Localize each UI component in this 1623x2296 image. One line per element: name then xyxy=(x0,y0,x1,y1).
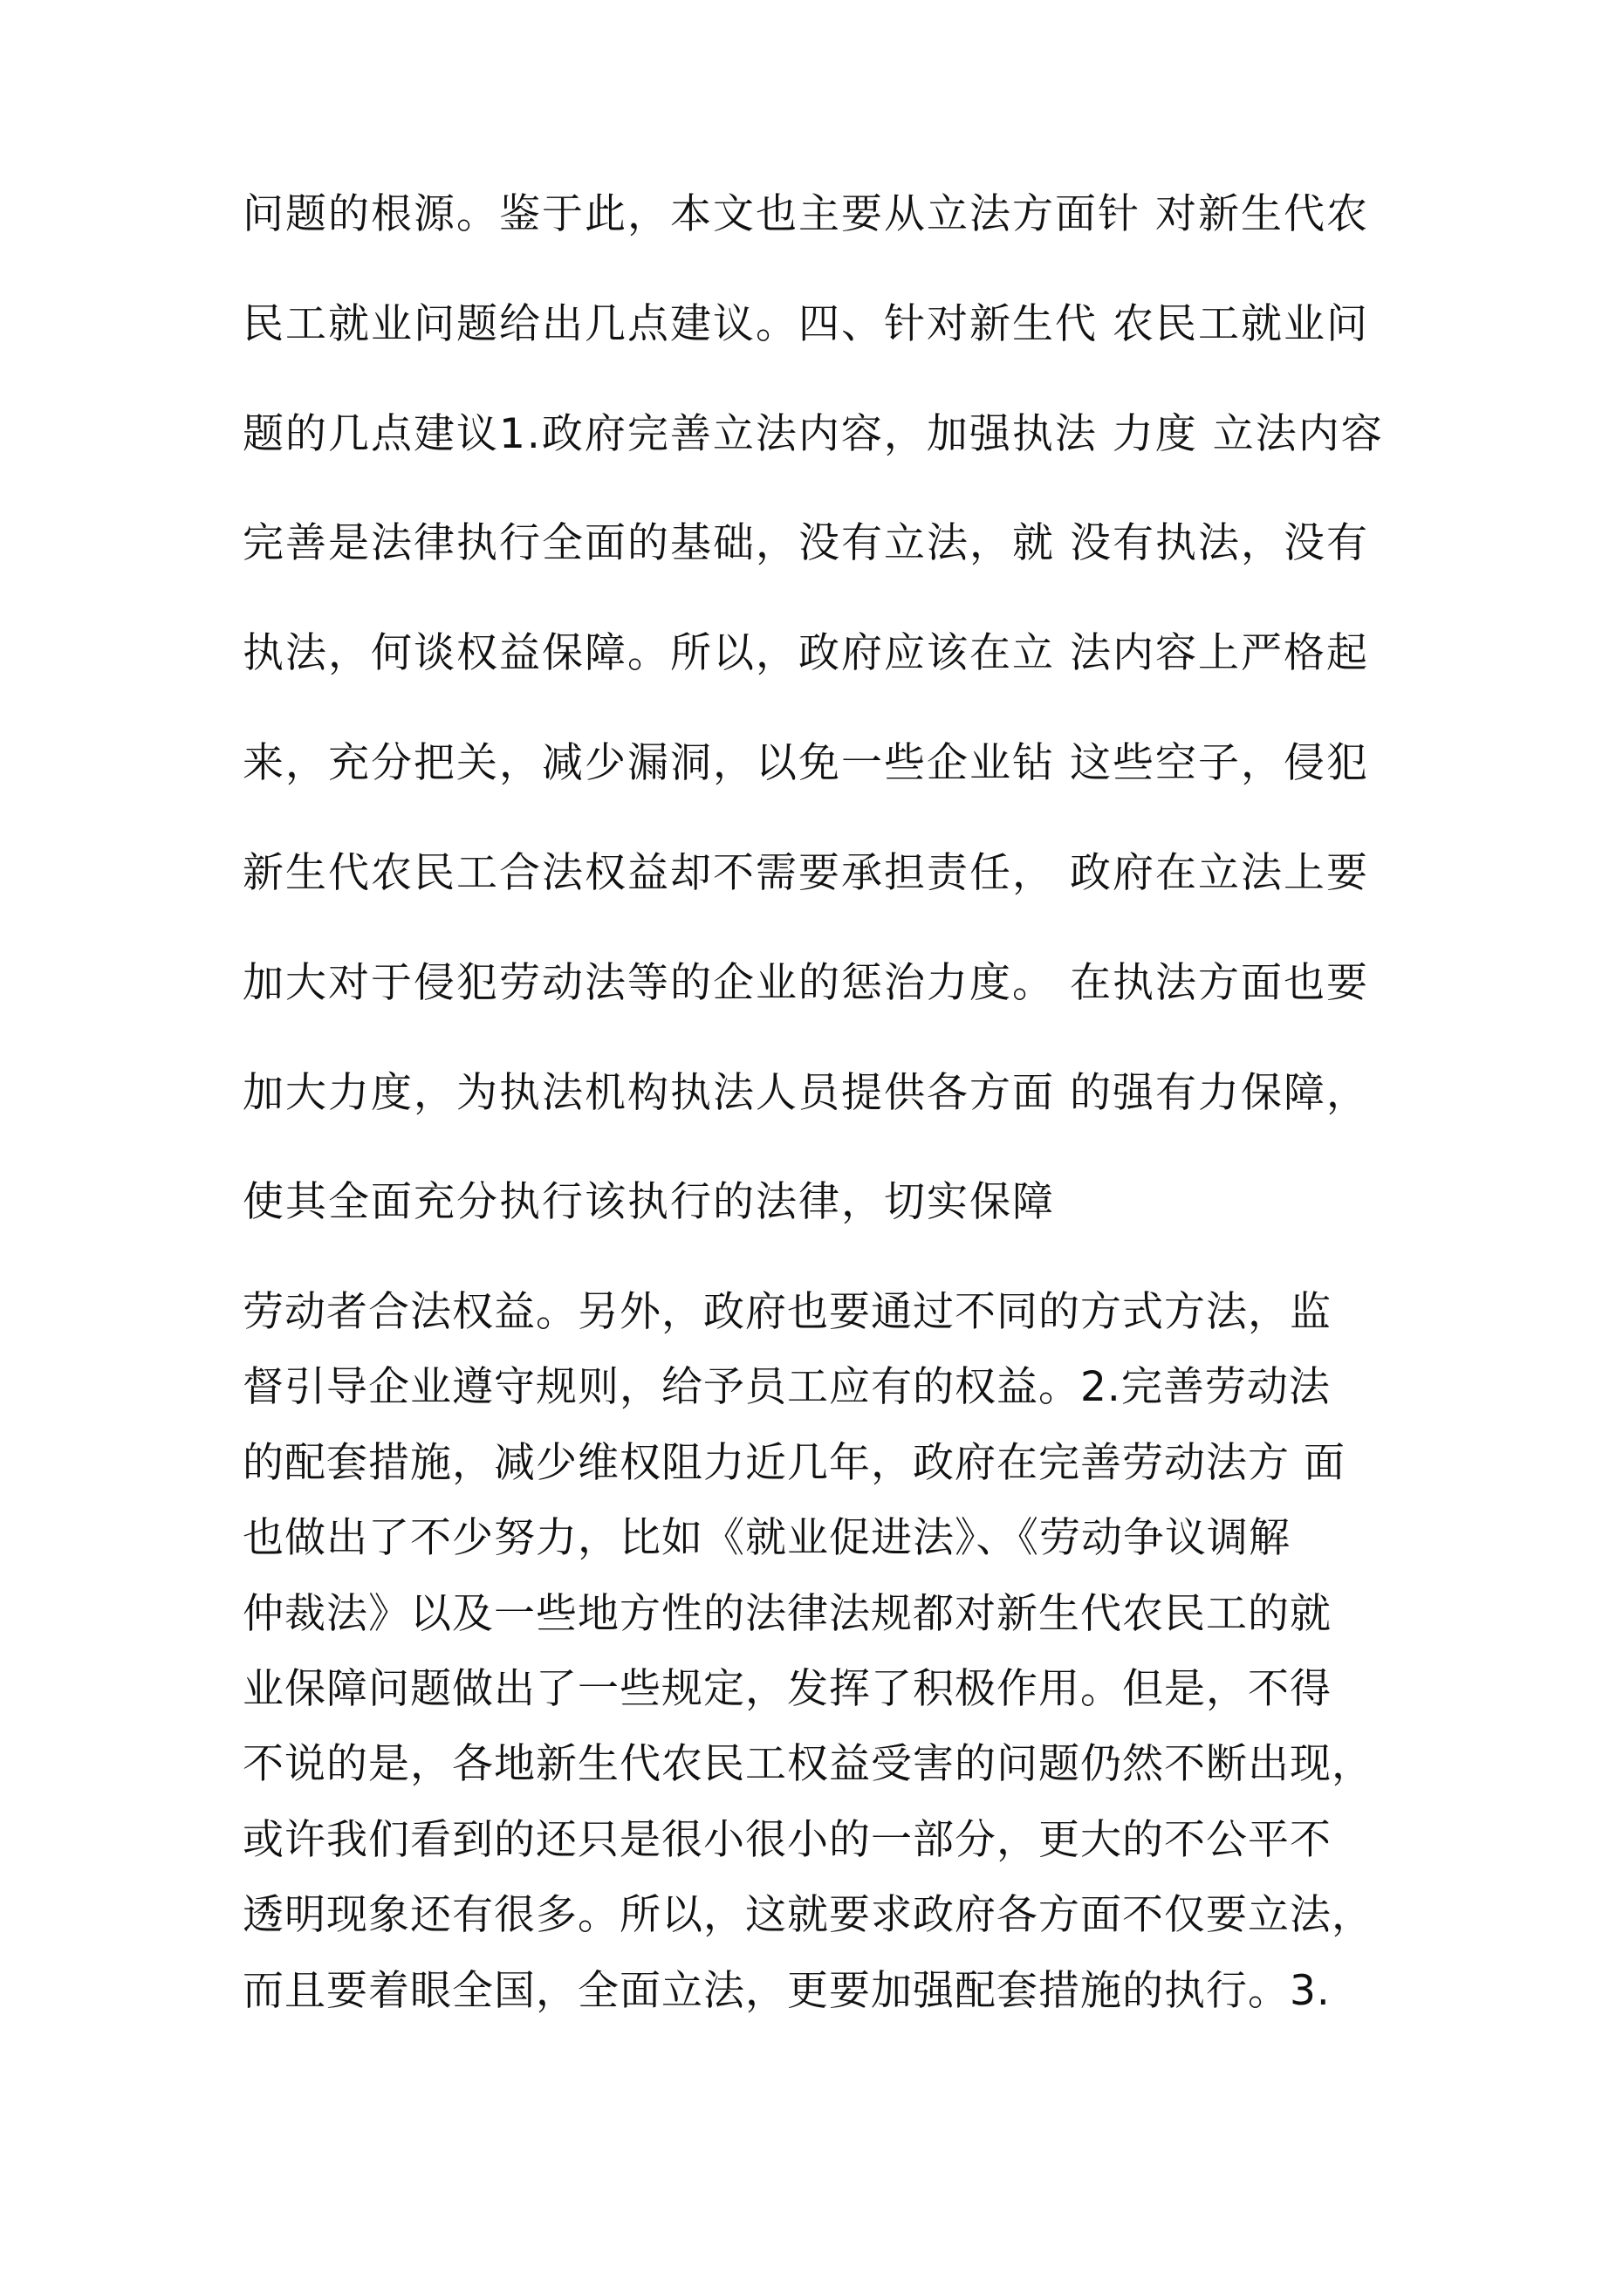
text-line: 完善是法律执行全面的基础，没有立法，就 没有执法，没有 xyxy=(243,519,1369,567)
text-line: 业保障问题做出了一些规定，发挥了积极作用。但是，不得 xyxy=(243,1665,1332,1713)
text-line: 来，充分把关，减少漏洞，以免一些企业钻 这些空子，侵犯 xyxy=(243,739,1369,787)
text-line: 执法，何谈权益保障。所以，政府应该在立 法内容上严格起 xyxy=(243,629,1369,677)
text-line: 仲裁法》以及一些地方性的法律法规都对新生代农民工的就 xyxy=(243,1590,1332,1638)
text-line: 题的几点建议1.政府完善立法内容，加强执法 力度 立法内容 xyxy=(243,410,1384,458)
text-line: 加大力度，为执法机构执法人员提供各方面 的强有力保障， xyxy=(243,1069,1369,1117)
text-line: 新生代农民工合法权益却不需要承担责任， 政府在立法上要 xyxy=(243,849,1369,897)
text-line: 加大对于侵犯劳动法等的企业的惩治力度。 在执法方面也要 xyxy=(243,959,1369,1007)
text-line: 督引导企业遵守规则，给予员工应有的权益。2.完善劳动法 xyxy=(243,1363,1331,1411)
text-line: 而且要着眼全国，全面立法，更要加强配套措施的执行。3. xyxy=(243,1967,1331,2015)
text-line: 的配套措施，减少维权阻力近几年，政府在完善劳动法方 面 xyxy=(243,1439,1346,1487)
text-line: 问题的根源。鉴于此，本文也主要从立法方面针 对新生代农 xyxy=(243,190,1369,238)
text-line: 透明现象还有很多。所以，这就要求政府各方面不仅要立法， xyxy=(243,1891,1373,1939)
text-line: 也做出了不少努力，比如《就业促进法》、《劳动争议调解 xyxy=(243,1514,1291,1562)
text-line: 劳动者合法权益。另外，政府也要通过不同的方式方法，监 xyxy=(243,1288,1332,1336)
text-line: 不说的是，各地新生代农民工权益受害的问题仍然不断出现， xyxy=(243,1740,1373,1788)
text-line: 或许我们看到的还只是很小很小的一部分，更大的不公平不 xyxy=(243,1816,1332,1864)
text-line: 使其全面充分执行该执行的法律，切实保障 xyxy=(243,1178,1055,1226)
text-line: 民工就业问题给出几点建议。四、针对新生代 农民工就业问 xyxy=(243,300,1369,348)
